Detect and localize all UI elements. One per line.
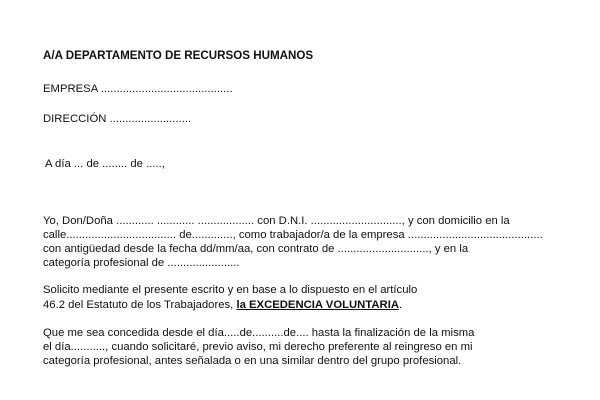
request-text: 46.2 del Estatuto de los Trabajadores,	[43, 299, 237, 311]
declaration-line: categoría profesional de .......................	[43, 257, 240, 269]
direccion-line: DIRECCIÓN ..........................	[43, 113, 192, 125]
request-period: .	[399, 299, 403, 311]
declaration-line: con antigüedad desde la fecha dd/mm/aa, con contrato de ............................., y en la	[43, 243, 469, 255]
date-line: A día ... de ........ de .....,	[45, 158, 165, 170]
declaration-line: Yo, Don/Doña ............ ............ .................. con D.N.I. ............................., y con domicilio en la	[43, 215, 510, 227]
final-line: categoría profesional, antes señalada o en una similar dentro del grupo profesional.	[43, 355, 462, 367]
excedencia-voluntaria-emphasis: la EXCEDENCIA VOLUNTARIA	[236, 299, 400, 311]
request-line: Solicito mediante el presente escrito y en base a lo dispuesto en el artículo	[43, 284, 418, 296]
final-line: Que me sea concedida desde el día.....de..........de.... hasta la finalización de la misma	[43, 327, 475, 339]
final-line: el día..........., cuando solicitaré, previo aviso, mi derecho preferente al reingreso en mi	[43, 341, 473, 353]
addressee-heading: A/A DEPARTAMENTO DE RECURSOS HUMANOS	[43, 49, 314, 62]
request-line	[43, 299, 402, 312]
empresa-line: EMPRESA ..........................................	[43, 83, 233, 95]
declaration-line: calle................................... de............., como trabajador/a de la empresa ...........................................	[43, 229, 543, 241]
